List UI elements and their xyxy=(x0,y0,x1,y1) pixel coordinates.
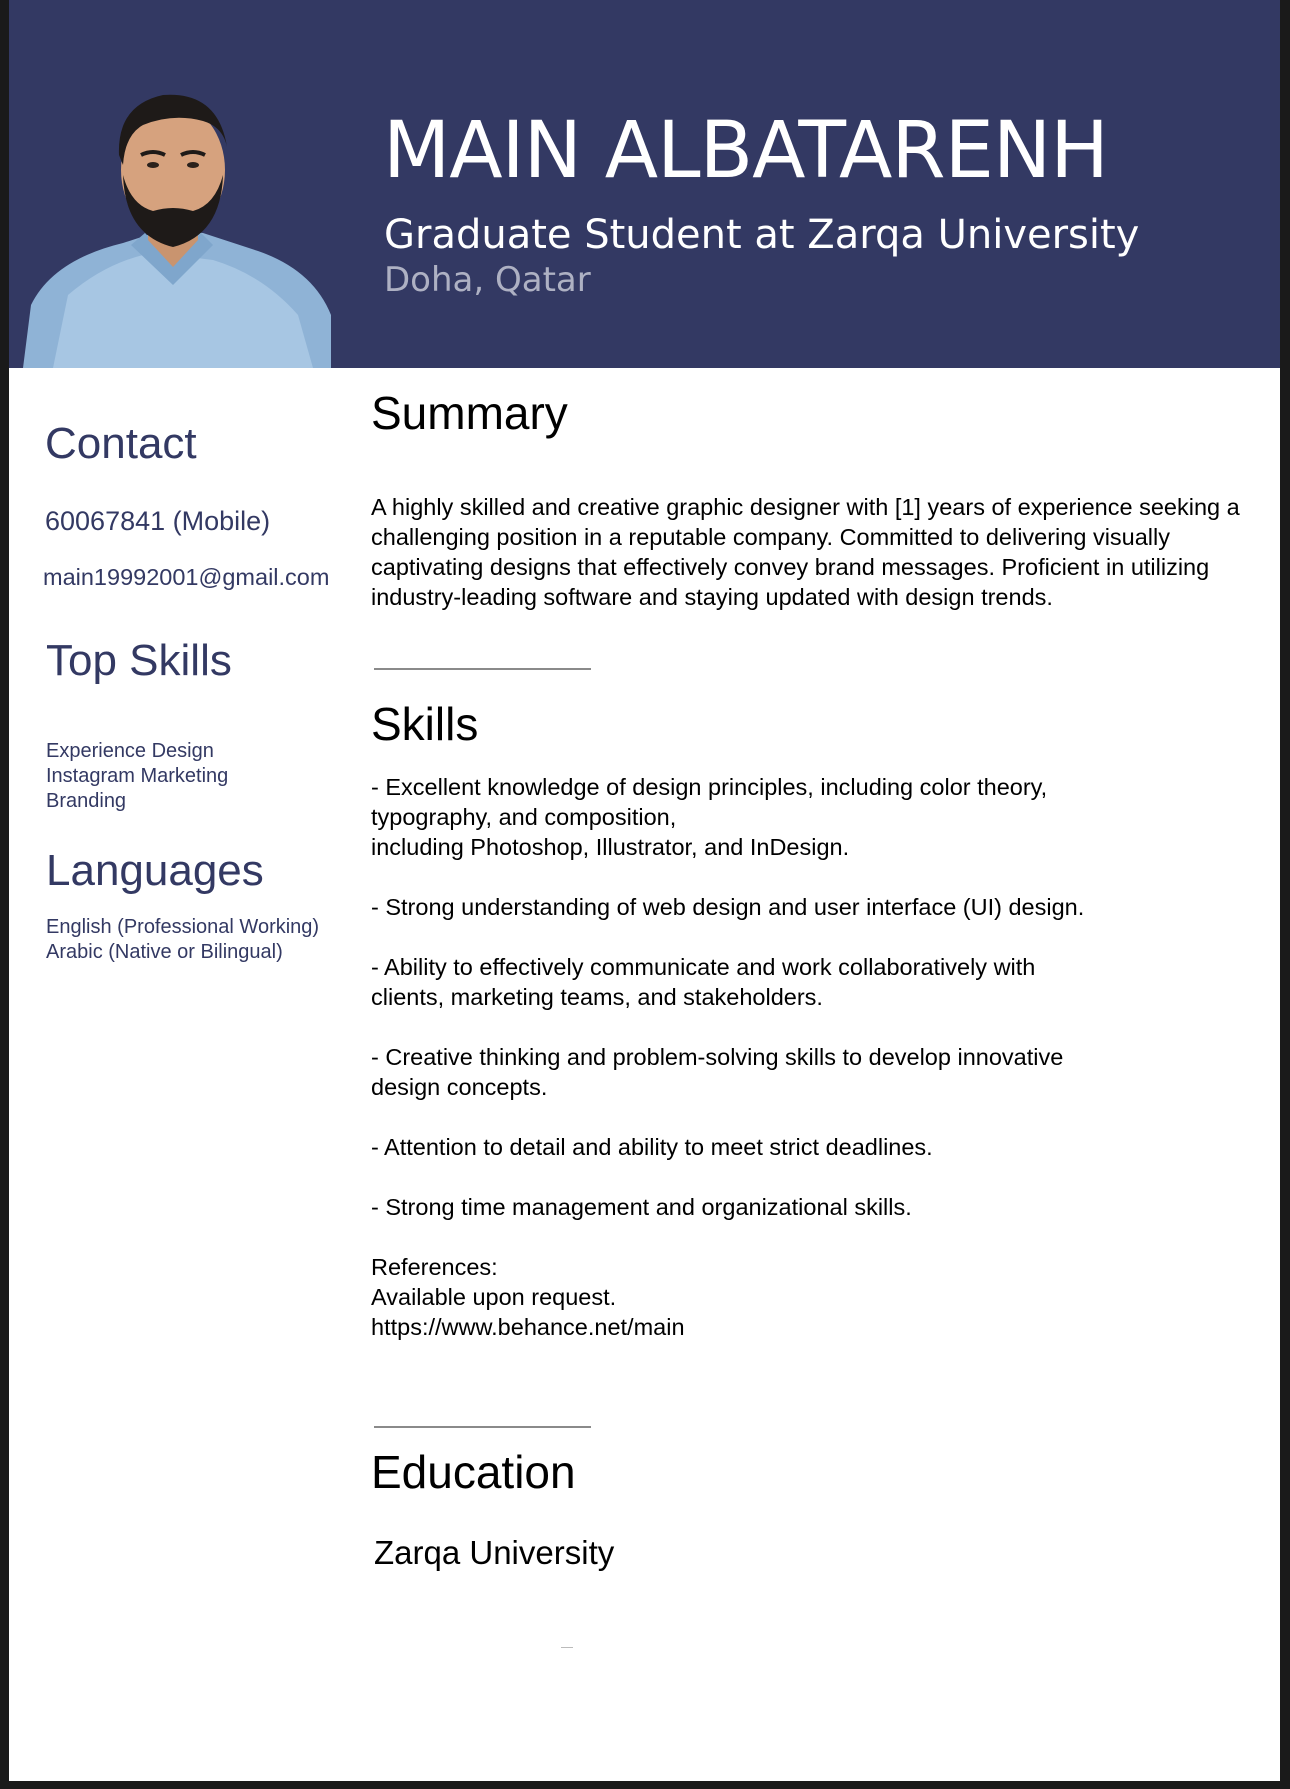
languages-heading: Languages xyxy=(46,846,264,895)
education-heading: Education xyxy=(371,1446,576,1498)
contact-heading: Contact xyxy=(45,419,197,468)
list-item: - Ability to effectively communicate and work collaboratively with clients, marketing teams, and stakeholders. xyxy=(371,954,1036,1010)
list-item: - Strong understanding of web design and user interface (UI) design. xyxy=(371,894,1085,920)
list-item: - Excellent knowledge of design principles, including color theory, typography, and composition, including Photoshop, Illustrator, and InDesign. xyxy=(371,774,1048,860)
skills-heading: Skills xyxy=(371,698,479,750)
list-item: Experience Design xyxy=(46,740,214,762)
skills-list xyxy=(371,772,1271,1342)
top-skills-heading: Top Skills xyxy=(46,636,232,685)
list-item: Instagram Marketing xyxy=(46,765,229,787)
list-item: Branding xyxy=(46,790,127,812)
decorative-mark xyxy=(561,1647,573,1648)
list-item: - Creative thinking and problem-solving skills to develop innovative design concepts. xyxy=(371,1044,1064,1100)
list-item: Arabic (Native or Bilingual) xyxy=(46,941,283,963)
email-address[interactable]: main19992001@gmail.com xyxy=(43,564,330,590)
candidate-title: Graduate Student at Zarqa University xyxy=(384,212,1140,258)
phone-number: 60067841 (Mobile) xyxy=(45,506,271,536)
section-divider xyxy=(374,668,591,670)
candidate-name: MAIN ALBATARENH xyxy=(383,106,1108,196)
summary-heading: Summary xyxy=(371,387,568,439)
summary-text: A highly skilled and creative graphic designer with [1] years of experience seeking a challenging position in a reputable company. Committed to delivering visually captivating designs that effectively convey brand messages. Proficient in utilizing industry-leading software and staying updated with design trends. xyxy=(371,494,1240,610)
references-text: Available upon request. xyxy=(371,1284,617,1310)
list-item: - Strong time management and organizational skills. xyxy=(371,1194,912,1220)
list-item: - Attention to detail and ability to meet strict deadlines. xyxy=(371,1134,933,1160)
profile-photo xyxy=(13,55,331,368)
top-skills-list xyxy=(46,739,228,814)
languages-list xyxy=(46,915,319,965)
list-item: English (Professional Working) xyxy=(46,916,320,938)
frame-left-border xyxy=(0,0,9,1789)
frame-bottom-border xyxy=(0,1781,1290,1789)
portfolio-link[interactable]: https://www.behance.net/main xyxy=(371,1314,685,1340)
frame-right-border xyxy=(1280,0,1290,1789)
references-label: References: xyxy=(371,1254,498,1280)
education-school: Zarqa University xyxy=(374,1534,615,1571)
candidate-location: Doha, Qatar xyxy=(384,260,591,300)
section-divider xyxy=(374,1426,591,1428)
